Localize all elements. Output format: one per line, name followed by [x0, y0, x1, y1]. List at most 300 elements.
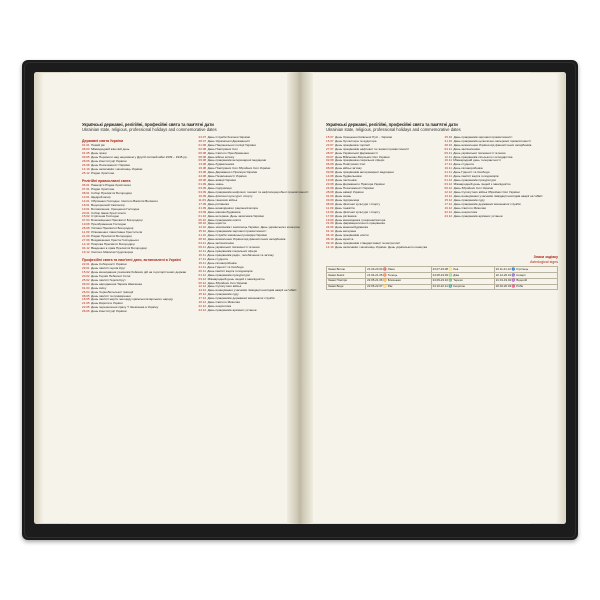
- holiday-date: 17.11: [198, 256, 206, 261]
- holiday-name: День винахідника і раціоналізатора: [335, 217, 386, 222]
- zodiac-sign-dates: 20.02-20.03 ♓ Риби: [494, 284, 557, 290]
- holiday-name: День працівників ветеринарної медицини: [207, 158, 267, 163]
- holiday-date: 01.10: [326, 229, 334, 234]
- section-heading: Професійні свята та пам'ятні дати, встановлені в Україні: [82, 257, 181, 262]
- holiday-name: День пам'яті Героїв Крут: [91, 277, 126, 282]
- holiday-name: День Повітряних Сил Збройних Сил України: [207, 166, 271, 171]
- holiday-date: 09.11: [444, 150, 452, 155]
- holiday-date: 15.10: [444, 134, 453, 139]
- holiday-date: 09.08: [326, 170, 334, 175]
- holiday-name: День Повітряних Сил: [335, 162, 366, 167]
- holiday-name: День Святого Миколая: [453, 205, 486, 210]
- holiday-date: 27.09: [82, 238, 90, 243]
- holiday-name: День юриста: [335, 237, 354, 242]
- holiday-date: 28.07: [326, 150, 334, 155]
- holiday-name: Міжнародний жіночий день: [91, 147, 130, 152]
- holiday-name: Собор Пресвятої Богородиці: [91, 190, 132, 195]
- holiday-name: День машинобудівника: [335, 225, 368, 230]
- corner-bottom-right: [531, 489, 566, 524]
- holiday-name: День Української Державності: [335, 150, 378, 155]
- holiday-name: Усікновення глави Івана Хрестителя: [90, 230, 143, 235]
- holiday-name: День працівників ветеринарної медицини: [335, 170, 394, 175]
- holiday-name: День визволення України від фашистських загарбників: [453, 142, 532, 147]
- holiday-date: 13.01: [82, 194, 90, 199]
- holiday-name: День Сухопутних військ Збройних Сил України: [453, 189, 520, 194]
- holiday-name: День працівників сільського господарства: [453, 154, 513, 159]
- holiday-date: 26.11: [444, 174, 452, 179]
- holiday-date: 28.08: [198, 178, 207, 183]
- holiday-date: 11.09: [326, 205, 334, 210]
- holiday-date: 19.12: [444, 205, 453, 210]
- holiday-date: 19.12: [198, 300, 207, 305]
- holiday-date: 14.10: [82, 242, 90, 246]
- holiday-date: 07.01: [82, 186, 90, 191]
- holiday-date: 02.08: [326, 158, 334, 163]
- holiday-date: 04.12: [82, 245, 90, 250]
- holiday-name: День залізничника: [207, 241, 234, 246]
- holiday-name: День юриста: [207, 221, 226, 226]
- holiday-date: 20.02: [82, 273, 90, 278]
- page-title-right-uk: Українські державні, релігійні, професійні свята та пам'ятні дати: [326, 122, 458, 127]
- left-column-1: [82, 136, 194, 314]
- holiday-date: 21.09: [326, 221, 334, 226]
- holiday-name: День скловиробника: [207, 260, 237, 265]
- holiday-date: 08.03: [82, 147, 90, 152]
- holiday-date: 18.05: [82, 297, 90, 302]
- holiday-name: День пам'яті та примирення: [91, 293, 131, 298]
- holiday-date: 19.12: [82, 249, 90, 254]
- holiday-name: День студента: [207, 256, 228, 261]
- holiday-name: День працівників нафтової, газової та нафтопереробної промисловості: [207, 189, 309, 194]
- holiday-name: День ветерана: [335, 229, 356, 234]
- holiday-name: День рятівника: [335, 213, 357, 218]
- right-column-1: [326, 136, 440, 250]
- holiday-name: Святого Миколая Чудотворця: [91, 249, 134, 254]
- holiday-date: 20.01: [82, 210, 90, 215]
- holiday-date: 14.12: [198, 288, 207, 293]
- holiday-entry: [82, 172, 194, 176]
- holiday-date: 24.12: [444, 213, 453, 218]
- holiday-name: День Української Державності: [207, 138, 251, 143]
- holiday-date: 28.06: [82, 158, 90, 163]
- page-title-right: [326, 122, 558, 133]
- holiday-date: 01.10: [198, 213, 207, 218]
- holiday-name: День працівників харчової промисловості: [207, 229, 267, 234]
- holiday-name: День танкових військ: [207, 197, 238, 202]
- holiday-name: Благовіщення Пресвятої Богородиці: [91, 218, 143, 223]
- holiday-date: 04.09: [198, 189, 207, 194]
- holiday-date: 14.09: [326, 209, 334, 214]
- zodiac-table: [326, 266, 558, 290]
- zodiac-group-label: Знаки Повітря: [327, 278, 366, 284]
- holiday-date: 12.11: [444, 154, 452, 159]
- holiday-name: Собор Івана Хрестителя: [91, 210, 126, 215]
- holiday-date: 08.08: [198, 154, 207, 159]
- holiday-name: Різдво Христове: [91, 186, 115, 191]
- zodiac-row: [327, 284, 558, 290]
- holiday-name: День Незалежності України: [207, 174, 247, 179]
- holiday-name: День Європи в Україні: [91, 301, 123, 306]
- holiday-name: День студента: [453, 162, 474, 167]
- holiday-name: День Національної поліції України: [207, 142, 256, 147]
- holiday-name: День працівників прокуратури: [453, 178, 496, 183]
- holiday-date: 15.10: [198, 229, 207, 234]
- zodiac-sign-dates: 21.01-19.02 ♒ Водолій: [494, 278, 557, 284]
- holiday-name: День працівників архівних установ: [207, 308, 257, 313]
- holiday-name: День бухгалтера та аудитора: [335, 138, 377, 143]
- holiday-entry: [326, 246, 440, 250]
- holiday-name: День Перемоги над нацизмом у Другій світовій війні 1939 – 1945 рр.: [91, 155, 188, 160]
- holiday-name: День фізичної культури і спорту: [335, 209, 381, 214]
- holiday-date: 12.11: [198, 249, 206, 253]
- holiday-date: 03.09: [198, 186, 207, 190]
- holiday-name: День Гідності та Свободи: [207, 264, 244, 269]
- holiday-date: 06.08: [326, 162, 334, 167]
- holiday-date: 25.12: [82, 170, 90, 175]
- holiday-name: День Збройних Сил України: [207, 280, 248, 285]
- corner-top-right: [531, 72, 566, 107]
- holiday-date: 17.12: [444, 201, 453, 206]
- holiday-name: День Чорнобильської трагедії: [91, 289, 134, 294]
- holiday-name: День працівників державної виконавчої служби: [207, 296, 275, 301]
- holiday-name: День фармацевтичного працівника: [335, 221, 385, 226]
- right-column-2: [445, 136, 559, 250]
- holiday-date: 01.09: [198, 182, 207, 187]
- page-title: [82, 122, 310, 133]
- holiday-name: Різдво Пресвятої Богородиці: [91, 234, 132, 239]
- holiday-name: День Незалежності України: [91, 162, 130, 167]
- holiday-date: 24.12: [198, 308, 207, 313]
- holiday-date: 14.10: [82, 166, 90, 171]
- holiday-date: 04.11: [198, 241, 206, 246]
- holiday-name: День Святого Преображення: [207, 150, 249, 155]
- holiday-date: 24.08: [82, 162, 90, 167]
- zodiac-title-uk: Знаки зодіаку: [533, 255, 558, 259]
- holiday-name: Міжнародний день людей з інвалідністю: [207, 276, 265, 281]
- holiday-name: День захисників і захисниць України. День українського козацтва: [207, 225, 300, 230]
- holiday-date: 22.12: [444, 209, 453, 214]
- holiday-date: 28.06: [82, 309, 90, 314]
- holiday-date: 06.01: [82, 182, 90, 187]
- holiday-name: Щедрий вечір: [91, 194, 111, 199]
- holiday-date: 23.08: [198, 170, 207, 175]
- holiday-entry: [199, 309, 311, 313]
- page-edge-left: [34, 72, 44, 524]
- holiday-date: 18.01: [82, 202, 90, 207]
- holiday-date: 11.09: [198, 197, 206, 202]
- zodiac-sign-dates: 21.03-20.04 ♈ Овен: [366, 267, 431, 273]
- holiday-name: День Державного Прапора України: [207, 170, 258, 175]
- holiday-name: День української писемності та мови: [207, 245, 260, 250]
- holiday-name: День Служби безпеки України: [207, 134, 251, 139]
- holiday-name: День військ зв'язку: [207, 154, 235, 159]
- holiday-name: День Героїв Небесної Сотні: [91, 273, 131, 278]
- holiday-date: 17.09: [198, 201, 207, 206]
- holiday-name: День Конституції України: [91, 158, 127, 163]
- holiday-name: День пам'яті жертв голодоморів: [207, 268, 253, 273]
- holiday-date: 09.05: [82, 155, 90, 160]
- holiday-date: 01.09: [326, 193, 334, 198]
- holiday-date: 08.10: [326, 237, 334, 242]
- holiday-name: День Служби зовнішньої розвідки України: [207, 233, 267, 238]
- left-page: [82, 122, 310, 490]
- holiday-date: 08.09: [326, 201, 334, 206]
- holiday-date: 21.09: [198, 205, 207, 210]
- holiday-name: День Хрещення Київської Русі – України: [335, 134, 393, 139]
- right-page-columns: [326, 136, 558, 250]
- holiday-date: 10.09: [198, 193, 207, 198]
- zodiac-group-label: Знаки Землі: [327, 272, 366, 278]
- holiday-name: Успіння Пресвятої Богородиці: [91, 226, 134, 231]
- holiday-date: 23.07: [198, 134, 207, 139]
- holiday-date: 21.09: [82, 234, 90, 239]
- holiday-date: 09.10: [326, 241, 334, 246]
- holiday-name: День Повітряних Сил: [207, 146, 238, 151]
- holiday-date: 17.09: [326, 213, 334, 218]
- corner-bottom-left: [34, 489, 69, 524]
- holiday-name: День рятівника: [207, 201, 229, 206]
- holiday-name: День працівника соціальної сфери: [335, 158, 385, 163]
- holiday-date: 29.01: [82, 265, 90, 270]
- holiday-name: День танкістів: [334, 205, 355, 210]
- holiday-name: День сміху: [91, 285, 107, 290]
- holiday-date: 15.12: [444, 197, 453, 202]
- holiday-date: 08.05: [82, 293, 90, 298]
- holiday-name: День працівників освіти: [207, 217, 242, 222]
- holiday-name: День підприємця: [207, 186, 232, 190]
- zodiac-sign-dates: 22.06-22.07 ♋ Рак: [366, 284, 431, 290]
- holiday-name: Богоявлення. Хрещення Господнє: [91, 206, 140, 211]
- holiday-name: Введення в храм Пресвятої Богородиці: [91, 245, 147, 250]
- zodiac-sign-dates: 24.08-23.09 ♍ Діва: [431, 272, 494, 278]
- holiday-date: 06.10: [326, 233, 334, 238]
- holiday-date: 15.02: [82, 214, 90, 219]
- holiday-name: День Сухопутних військ: [207, 284, 242, 289]
- holiday-name: День вшанування учасників ліквідації наслідків аварії на ЧАЕС: [453, 193, 543, 198]
- holiday-date: 26.04: [82, 289, 90, 294]
- holiday-date: 28.10: [444, 142, 453, 147]
- zodiac-sign-dates: 22.05-21.06 ♊ Близнюки: [366, 278, 431, 284]
- holiday-name: День працівників целюлозно-паперової промисловості: [453, 138, 531, 143]
- holiday-date: 01.08: [198, 142, 207, 147]
- holiday-name: День пам'яті жертв голодоморів: [453, 174, 499, 179]
- holiday-name: День знань: [335, 193, 352, 198]
- holiday-name: День Конституції України: [91, 309, 127, 314]
- holiday-name: Навечір'я Різдва Христового: [91, 182, 132, 187]
- holiday-name: День пам'яті героїв Крут: [91, 265, 126, 270]
- holiday-name: День працівника торгівлі: [335, 142, 370, 147]
- holiday-name: День вшанування учасників ліквідації наслідків аварії на ЧАЕС: [207, 288, 297, 293]
- zodiac-title-en: Astrological signs: [530, 259, 558, 264]
- holiday-date: 14.12: [444, 193, 453, 198]
- holiday-date: 24.09: [326, 225, 334, 230]
- holiday-date: 09.03: [82, 281, 90, 286]
- holiday-name: День пасічника: [335, 178, 357, 183]
- zodiac-sign-dates: 22.12-20.01 ♑ Козеріг: [494, 272, 557, 278]
- holiday-date: 03.12: [444, 182, 453, 187]
- holiday-date: 16.11: [198, 252, 206, 257]
- left-column-2: [199, 136, 311, 314]
- holiday-name: Преображення Господнє: [91, 222, 127, 227]
- holiday-date: 14.10: [198, 225, 207, 230]
- holiday-date: 01.12: [198, 272, 207, 277]
- holiday-name: День працівників нафтової та газової промисловості: [335, 146, 410, 151]
- holiday-date: 15.07: [326, 134, 334, 139]
- holiday-date: 19.11: [444, 166, 452, 171]
- holiday-name: Покрова Пресвятої Богородиці: [91, 242, 135, 246]
- holiday-date: 23.08: [326, 182, 334, 187]
- holiday-date: 24.08: [198, 174, 207, 179]
- holiday-name: Міжнародний день толерантності: [453, 158, 501, 163]
- holiday-name: Міжнародний день людей з інвалідністю: [453, 182, 511, 187]
- left-page-columns: [82, 136, 310, 314]
- holiday-date: 01.04: [82, 285, 90, 290]
- holiday-date: 06.12: [198, 280, 207, 285]
- zodiac-title: [326, 255, 558, 264]
- holiday-name: День ветерана. День захисника України: [207, 213, 264, 218]
- holiday-date: 12.12: [198, 284, 207, 289]
- holiday-name: День працівників харчової промисловості: [453, 134, 513, 139]
- holiday-date: 01.05: [82, 151, 90, 156]
- holiday-date: 17.12: [198, 296, 207, 301]
- holiday-name: День підприємця: [335, 197, 360, 202]
- holiday-name: День праці: [91, 151, 107, 156]
- holiday-name: День авіації України: [207, 178, 237, 183]
- zodiac-sign-dates: 21.04-21.05 ♉ Телець: [366, 272, 431, 278]
- holiday-name: День Незалежності України: [335, 186, 374, 190]
- section-heading: Релігійні православні свята: [82, 178, 131, 183]
- holiday-date: 04.11: [444, 146, 452, 151]
- holiday-date: 28.08: [82, 226, 90, 231]
- holiday-name: День фізичної культури і спорту: [207, 193, 253, 198]
- holiday-name: Воздвиження Хреста Господнього: [91, 238, 140, 243]
- holiday-date: 08.10: [198, 221, 207, 226]
- zodiac-group-label: Знаки Води: [327, 284, 366, 290]
- holiday-date: 22.12: [198, 304, 207, 309]
- holiday-date: 21.05: [82, 301, 90, 306]
- corner-top-left: [34, 72, 69, 107]
- holiday-date: 28.08: [326, 189, 334, 194]
- holiday-date: 03.09: [326, 197, 334, 202]
- holiday-date: 24.08: [326, 186, 334, 190]
- holiday-date: 15.12: [198, 292, 207, 297]
- holiday-name: День Збройних Сил України: [453, 186, 494, 190]
- holiday-date: 01.01: [82, 143, 90, 148]
- holiday-name: День військ зв'язку: [335, 166, 362, 171]
- holiday-name: День захисників і захисниць України. День українського козацтва: [335, 245, 428, 250]
- holiday-date: 17.11: [444, 162, 452, 167]
- holiday-date: 19.01: [82, 206, 90, 211]
- holiday-name: Новий рік: [91, 143, 105, 148]
- holiday-date: 23.07: [326, 142, 334, 147]
- holiday-name: День працівників соціальної сфери: [207, 249, 258, 253]
- holiday-date: 21.10: [198, 233, 207, 238]
- holiday-date: 19.11: [198, 260, 206, 265]
- holiday-date: 06.12: [444, 186, 453, 190]
- holiday-name: День Державного Прапора України: [335, 182, 385, 187]
- holiday-date: 15.02: [82, 269, 90, 274]
- holiday-name: День Військово-Морських Сил України: [335, 154, 390, 159]
- holiday-name: День української писемності та мови: [453, 150, 506, 155]
- holiday-entry: [82, 310, 194, 314]
- right-page: [326, 122, 558, 490]
- holiday-name: День знань: [207, 182, 224, 187]
- holiday-name: Різдво Христове: [91, 170, 115, 175]
- holiday-date: 13.08: [198, 162, 207, 167]
- holiday-date: 28.10: [198, 237, 207, 242]
- holiday-name: День будівельника: [207, 162, 235, 167]
- holiday-date: 16.11: [444, 158, 452, 163]
- holiday-name: День Соборності України: [91, 262, 127, 267]
- zodiac-sign-dates: 24.09-23.10 ♎ Терези: [431, 278, 494, 284]
- holiday-date: 16.07: [326, 138, 334, 143]
- holiday-name: Стрітення Господнє: [91, 214, 119, 219]
- zodiac-sign-dates: 23.11-21.12 ♐ Стрілець: [494, 267, 557, 273]
- holiday-name: День працівників освіти: [335, 233, 369, 238]
- holiday-date: 08.01: [82, 190, 90, 195]
- holiday-date: 30.07: [326, 154, 334, 159]
- holiday-date: 14.08: [326, 174, 334, 179]
- zodiac-sign-dates: 23.07-23.08 ♌ Лев: [431, 267, 494, 273]
- holiday-name: День пам'яті жертв геноциду кримськотатарського народу: [91, 297, 173, 302]
- holiday-name: День машинобудівника: [207, 209, 241, 214]
- holiday-name: День авіації України: [335, 189, 364, 194]
- section-heading: Державні свята України: [82, 138, 124, 143]
- holiday-name: День працівників стандартизації та метрології: [335, 241, 401, 246]
- holiday-date: 14.10: [326, 245, 334, 250]
- holiday-date: 09.11: [198, 245, 206, 250]
- holiday-date: 02.08: [198, 146, 207, 151]
- holiday-date: 03.12: [198, 276, 207, 281]
- holiday-date: 06.10: [198, 217, 207, 222]
- holiday-name: День залізничника: [453, 146, 480, 151]
- holiday-date: 21.11: [198, 264, 206, 269]
- holiday-entry: [82, 251, 194, 255]
- page-title-en: Ukrainian state, religious, professional holidays and commemorative dates: [82, 127, 217, 133]
- holiday-name: День скловиробника: [453, 166, 483, 171]
- holiday-entry: [445, 215, 559, 219]
- holiday-name: День визволення України від фашистських загарбників: [207, 237, 286, 242]
- holiday-name: День фізичної культури і спорту: [335, 201, 381, 206]
- open-pages: [34, 72, 566, 524]
- holiday-name: День працівників суду: [453, 197, 485, 202]
- holiday-name: День працівників суду: [207, 292, 239, 297]
- holiday-date: 06.08: [198, 150, 207, 155]
- holiday-name: День вшанування учасників бойових дій на території інших держав: [91, 269, 187, 274]
- holiday-date: 01.12: [444, 178, 453, 183]
- page-title-right-en: Ukrainian state, religious, professional holidays and commemorative dates: [326, 127, 461, 133]
- holiday-name: День працівників радіо, телебачення та зв'язку: [207, 252, 274, 257]
- holiday-date: 19.08: [326, 178, 334, 183]
- holiday-name: День енергетика: [453, 209, 478, 214]
- holiday-date: 26.11: [198, 268, 206, 273]
- holiday-date: 27.07: [326, 146, 334, 151]
- holiday-date: 19.08: [82, 222, 90, 227]
- holiday-name: День працівників архівних установ: [453, 213, 503, 218]
- holiday-date: 25.02: [82, 277, 90, 282]
- holiday-name: День народження Тараса Шевченка: [91, 281, 142, 286]
- zodiac-group-label: Знаки Вогню: [327, 267, 366, 273]
- zodiac-sign-dates: 24.10-22.11 ♏ Скорпіон: [431, 284, 494, 290]
- holiday-name: День будівельника: [335, 174, 362, 179]
- holiday-date: 21.10: [444, 138, 453, 143]
- holiday-name: Обрізання Господнє. Святого Василія Великого: [91, 198, 159, 203]
- holiday-date: 07.04: [82, 218, 90, 223]
- holiday-date: 11.09: [82, 230, 90, 235]
- holiday-date: 22.05: [82, 305, 90, 310]
- holiday-name: День винахідника і раціоналізатора: [207, 205, 258, 210]
- holiday-name: День перенесення праху Т. Шевченка в Україну: [91, 305, 159, 310]
